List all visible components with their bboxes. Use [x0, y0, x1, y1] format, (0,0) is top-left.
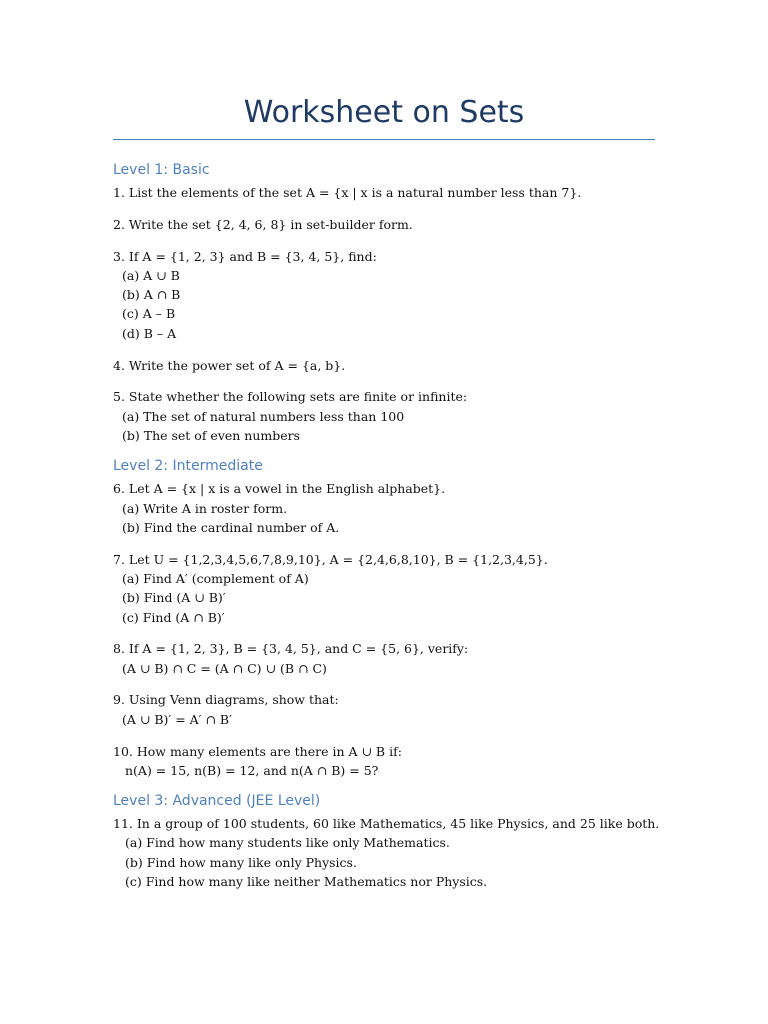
question-3b: (b) A ∩ B — [122, 287, 181, 303]
level-2-heading: Level 2: Intermediate — [113, 458, 263, 475]
question-3d: (d) B – A — [122, 325, 177, 341]
question-10a: n(A) = 15, n(B) = 12, and n(A ∩ B) = 5? — [125, 762, 379, 778]
question-6a: (a) Write A in roster form. — [122, 500, 288, 516]
question-9: 9. Using Venn diagrams, show that: — [113, 692, 339, 708]
question-7c: (c) Find (A ∩ B)′ — [122, 609, 225, 625]
page-title: Worksheet on Sets — [243, 95, 525, 130]
level-1-heading: Level 1: Basic — [113, 162, 210, 178]
level-3-heading: Level 3: Advanced (JEE Level) — [113, 793, 321, 810]
question-3c: (c) A – B — [122, 306, 176, 322]
question-6b: (b) Find the cardinal number of A. — [122, 519, 340, 535]
question-9a: (A ∪ B)′ = A′ ∩ B′ — [122, 711, 232, 727]
question-5: 5. State whether the following sets are finite or infinite: — [113, 389, 468, 405]
question-5a: (a) The set of natural numbers less than 100 — [122, 408, 405, 424]
level-3-section — [113, 789, 673, 891]
question-11a: (a) Find how many students like only Mathematics. — [125, 835, 450, 851]
question-8: 8. If A = {1, 2, 3}, B = {3, 4, 5}, and C = {5, 6}, verify: — [113, 641, 469, 657]
worksheet-content — [113, 158, 673, 891]
question-8a: (A ∪ B) ∩ C = (A ∩ C) ∪ (B ∩ C) — [122, 660, 327, 676]
question-2: 2. Write the set {2, 4, 6, 8} in set-builder form. — [113, 216, 413, 232]
question-3a: (a) A ∪ B — [122, 267, 180, 283]
question-7: 7. Let U = {1,2,3,4,5,6,7,8,9,10}, A = {2,4,6,8,10}, B = {1,2,3,4,5}. — [113, 551, 548, 567]
level-1-section — [113, 158, 673, 445]
question-5b: (b) The set of even numbers — [122, 427, 301, 443]
question-7a: (a) Find A′ (complement of A) — [122, 570, 309, 586]
question-3: 3. If A = {1, 2, 3} and B = {3, 4, 5}, find: — [113, 248, 377, 264]
question-1: 1. List the elements of the set A = {x | x is a natural number less than 7}. — [113, 185, 582, 200]
question-11b: (b) Find how many like only Physics. — [125, 854, 357, 870]
question-10: 10. How many elements are there in A ∪ B if: — [113, 743, 402, 759]
question-4: 4. Write the power set of A = {a, b}. — [113, 357, 346, 373]
question-11: 11. In a group of 100 students, 60 like Mathematics, 45 like Physics, and 25 like both. — [113, 816, 660, 832]
question-11c: (c) Find how many like neither Mathematics nor Physics. — [125, 874, 488, 890]
question-7b: (b) Find (A ∪ B)′ — [122, 590, 226, 606]
title-divider — [113, 139, 655, 140]
question-6: 6. Let A = {x | x is a vowel in the English alphabet}. — [113, 481, 446, 497]
level-2-section — [113, 454, 673, 780]
